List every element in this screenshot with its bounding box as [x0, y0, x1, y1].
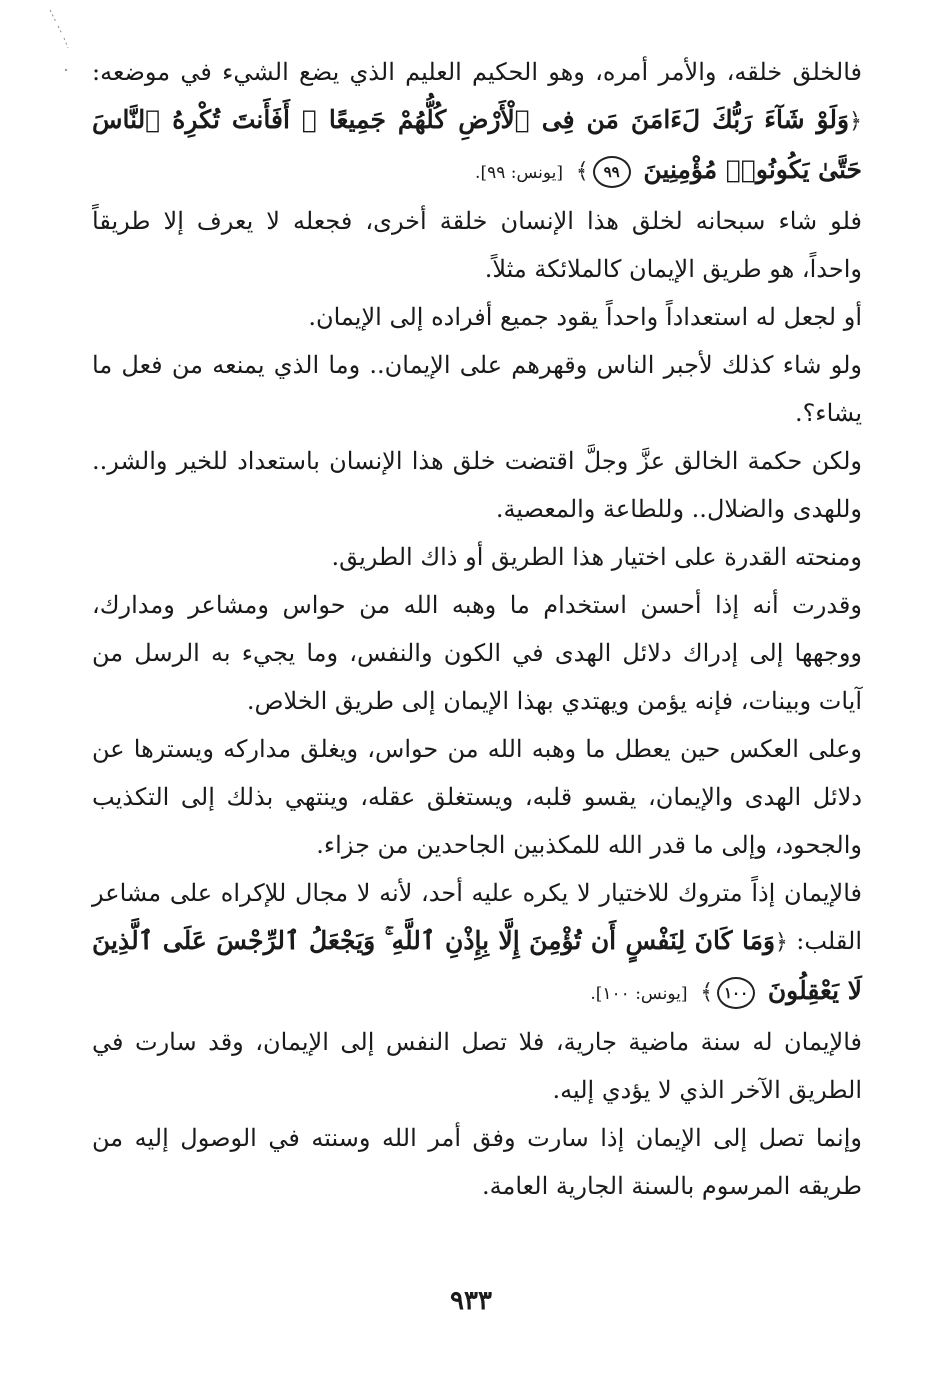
paragraph-1	[92, 48, 862, 197]
paragraph-5: ولكن حكمة الخالق عزَّ وجلَّ اقتضت خلق هذا الإنسان باستعداد للخير والشر.. وللهدى والضلال.. وللطاعة والمعصية.	[92, 447, 862, 523]
paragraph-10: فالإيمان له سنة ماضية جارية، فلا تصل النفس إلى الإيمان، وقد سارت في الطريق الآخر الذي لا يؤدي إليه.	[92, 1028, 862, 1104]
verse-open-bracket: ﴿	[775, 930, 788, 955]
paragraph-4: ولو شاء كذلك لأجبر الناس وقهرهم على الإيمان.. وما الذي يمنعه من فعل ما يشاء؟.	[92, 351, 862, 427]
verse-reference: [يونس: ١٠٠].	[590, 984, 688, 1004]
scan-artifact-mark	[46, 8, 76, 78]
verse-text: وَلَوْ شَآءَ رَبُّكَ لَءَامَنَ مَن فِى ٱلْأَرْضِ كُلُّهُمْ جَمِيعًا ۚ أَفَأَنتَ تُكْرِهُ ٱلنَّاسَ حَتَّىٰ يَكُونُوا۟ مُؤْمِنِينَ	[92, 105, 862, 184]
paragraph-2: فلو شاء سبحانه لخلق هذا الإنسان خلقة أخرى، فجعله لا يعرف إلا طريقاً واحداً، هو طريق الإيمان كالملائكة مثلاً.	[92, 207, 862, 283]
verse-reference: [يونس: ٩٩].	[475, 163, 564, 183]
verse-open-bracket: ﴿	[849, 109, 862, 134]
paragraph-11: وإنما تصل إلى الإيمان إذا سارت وفق أمر الله وسنته في الوصول إليه من طريقه المرسوم بالسنة الجارية العامة.	[92, 1124, 862, 1200]
paragraph-8: وعلى العكس حين يعطل ما وهبه الله من حواس، ويغلق مداركه ويسترها عن دلائل الهدى والإيمان، يقسو قلبه، ويستغلق عقله، وينتهي بذلك إلى التكذيب والجحود، وإلى ما قدر الله للمكذبين الجاحدين من جزاء.	[92, 735, 862, 859]
page-number: ٩٣٣	[450, 1286, 492, 1316]
verse-number-medallion: ٩٩	[593, 156, 631, 188]
paragraph-6: ومنحته القدرة على اختيار هذا الطريق أو ذاك الطريق.	[331, 543, 862, 571]
page-body	[92, 48, 862, 1210]
paragraph-9	[92, 869, 862, 1018]
quran-verse	[92, 926, 862, 1005]
verse-close-bracket: ﴾	[700, 980, 714, 1005]
verse-close-bracket: ﴾	[575, 159, 589, 184]
paragraph-3: أو لجعل له استعداداً واحداً يقود جميع أفراده إلى الإيمان.	[308, 303, 862, 331]
paragraph-7: وقدرت أنه إذا أحسن استخدام ما وهبه الله من حواس ومشاعر ومدارك، ووجهها إلى إدراك دلائل الهدى في الكون والنفس، وما يجيء به الرسل من آيات وبينات، فإنه يؤمن ويهتدي بهذا الإيمان إلى طريق الخلاص.	[92, 591, 862, 715]
verse-number-medallion: ١٠٠	[717, 977, 755, 1009]
paragraph-text: فالخلق خلقه، والأمر أمره، وهو الحكيم العليم الذي يضع الشيء في موضعه:	[92, 58, 862, 86]
verse-text: وَمَا كَانَ لِنَفْسٍ أَن تُؤْمِنَ إِلَّا بِإِذْنِ ٱللَّهِ ۚ وَيَجْعَلُ ٱلرِّجْسَ عَلَى ٱلَّذِينَ لَا يَعْقِلُونَ	[92, 926, 862, 1005]
paragraph-text: فالإيمان إذاً متروك للاختيار لا يكره عليه أحد، لأنه لا مجال للإكراه على مشاعر القلب:	[92, 879, 862, 955]
